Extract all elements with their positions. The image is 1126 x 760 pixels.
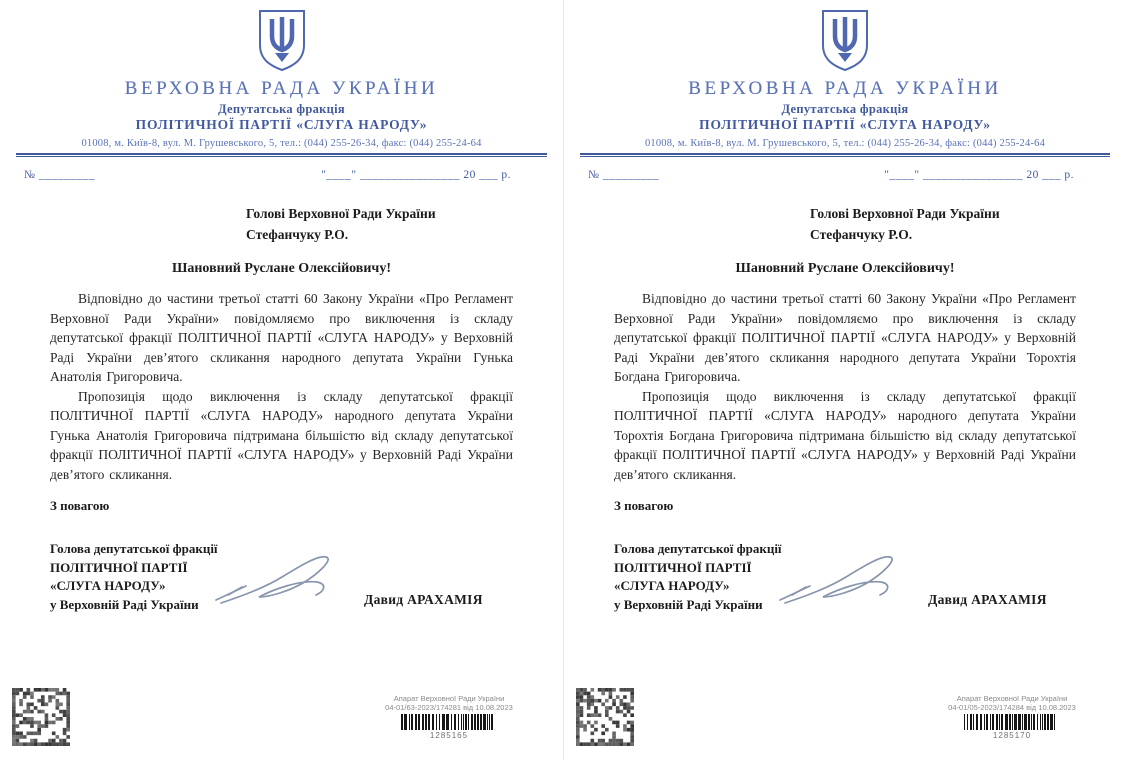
ukraine-trident-emblem-icon	[255, 8, 309, 72]
registration-stamp	[357, 694, 541, 740]
recipient-line-1: Голові Верховної Ради України	[246, 206, 436, 221]
doc-date-blank: "____" ________________ 20 ___ р.	[884, 169, 1074, 181]
header-rule	[580, 153, 1110, 157]
ukraine-trident-emblem-icon	[818, 8, 872, 72]
faction-line: Депутатська фракція	[781, 102, 909, 116]
closing-phrase: З повагою	[614, 498, 674, 513]
handwritten-signature	[212, 546, 344, 610]
header-rule	[16, 153, 547, 157]
signer-title-line-1: Голова депутатської фракції	[50, 541, 218, 556]
body-paragraph-1: Відповідно до частини третьої статті 60 Закону України «Про Регламент Верховної Ради України» повідомляємо про виключення із складу депутатської фракції ПОЛІТИЧНОЇ ПАРТІЇ «СЛУГА НАРОДУ» у Верховній Раді України дев’ятого скликання народного депутата України Гунька Анатолія Григоровича.	[50, 291, 513, 384]
datamatrix-code	[576, 688, 634, 746]
org-title: ВЕРХОВНА РАДА УКРАЇНИ	[124, 78, 439, 99]
body-paragraph-1: Відповідно до частини третьої статті 60 Закону України «Про Регламент Верховної Ради України» повідомляємо про виключення із складу депутатської фракції ПОЛІТИЧНОЇ ПАРТІЇ «СЛУГА НАРОДУ» у Верховній Раді України дев’ятого скликання народного депутата України Торохтія Богдана Григоровича.	[614, 291, 1076, 384]
datamatrix-code	[12, 688, 70, 746]
address-line: 01008, м. Київ-8, вул. М. Грушевського, 5, тел.: (044) 255-26-34, факс: (044) 255-24-64	[81, 138, 482, 149]
barcode	[964, 714, 1060, 730]
signer-title-line-1: Голова депутатської фракції	[614, 541, 782, 556]
recipient-block	[246, 203, 563, 245]
address-line: 01008, м. Київ-8, вул. М. Грушевського, 5, тел.: (044) 255-26-34, факс: (044) 255-24-64	[644, 138, 1046, 149]
stamp-office-line: Апарат Верховної Ради України	[393, 694, 505, 703]
barcode	[401, 714, 497, 730]
signer-title-line-4: у Верховній Раді України	[50, 596, 199, 612]
doc-number-blank: № _________	[588, 169, 660, 181]
signer-titles	[50, 540, 218, 614]
signer-title-line-2: ПОЛІТИЧНОЇ ПАРТІЇ	[50, 559, 188, 575]
recipient-block	[810, 203, 1126, 245]
body-paragraph-2: Пропозиція щодо виключення із складу депутатської фракції ПОЛІТИЧНОЇ ПАРТІЇ «СЛУГА НАРОДУ» народного депутата України Гунька Анатолія Григоровича підтримана більшістю від складу депутатської фракції ПОЛІТИЧНОЇ ПАРТІЇ «СЛУГА НАРОДУ» у Верховній Раді України дев’ятого скликання.	[50, 388, 513, 482]
document-page-right	[563, 0, 1126, 760]
signer-title-line-3: «СЛУГА НАРОДУ»	[50, 578, 166, 593]
signer-title-line-2: ПОЛІТИЧНОЇ ПАРТІЇ	[614, 559, 752, 575]
signature-block	[564, 540, 1126, 620]
signer-titles	[614, 540, 782, 614]
registration-stamp	[920, 694, 1104, 740]
recipient-line-2: Стефанчуку Р.О.	[246, 227, 349, 242]
salutation: Шановний Руслане Олексійовичу!	[171, 261, 391, 276]
stamp-reference-line: 04-01/63-2023/174281 від 10.08.2023	[385, 703, 513, 712]
stamp-number: 1285165	[429, 731, 469, 740]
handwritten-signature	[776, 546, 908, 610]
recipient-line-1: Голові Верховної Ради України	[810, 206, 1000, 221]
salutation: Шановний Руслане Олексійовичу!	[735, 261, 955, 276]
recipient-line-2: Стефанчуку Р.О.	[810, 227, 913, 242]
body-paragraph-2: Пропозиція щодо виключення із складу депутатської фракції ПОЛІТИЧНОЇ ПАРТІЇ «СЛУГА НАРОДУ» народного депутата України Торохтія Богдана Григоровича підтримана більшістю від складу депутатської фракції ПОЛІТИЧНОЇ ПАРТІЇ «СЛУГА НАРОДУ» у Верховній Раді України дев’ятого скликання.	[614, 388, 1076, 482]
org-title: ВЕРХОВНА РАДА УКРАЇНИ	[688, 78, 1002, 99]
doc-number-blank: № _________	[24, 169, 96, 181]
signer-title-line-4: у Верховній Раді України	[614, 596, 763, 612]
reference-line	[564, 169, 1126, 181]
faction-line: Депутатська фракція	[217, 102, 345, 116]
reference-line	[0, 169, 563, 181]
stamp-office-line: Апарат Верховної Ради України	[956, 694, 1068, 703]
stamp-reference-line: 04-01/05-2023/174284 від 10.08.2023	[948, 703, 1076, 712]
party-line: ПОЛІТИЧНОЇ ПАРТІЇ «СЛУГА НАРОДУ»	[135, 117, 428, 132]
doc-date-blank: "____" ________________ 20 ___ р.	[321, 169, 511, 181]
party-line: ПОЛІТИЧНОЇ ПАРТІЇ «СЛУГА НАРОДУ»	[699, 117, 991, 132]
signer-name: Давид АРАХАМІЯ	[364, 592, 483, 607]
stamp-number: 1285170	[992, 731, 1032, 740]
signer-name: Давид АРАХАМІЯ	[928, 592, 1047, 607]
closing-phrase: З повагою	[50, 498, 110, 513]
signer-title-line-3: «СЛУГА НАРОДУ»	[614, 578, 730, 593]
signature-block	[0, 540, 563, 620]
